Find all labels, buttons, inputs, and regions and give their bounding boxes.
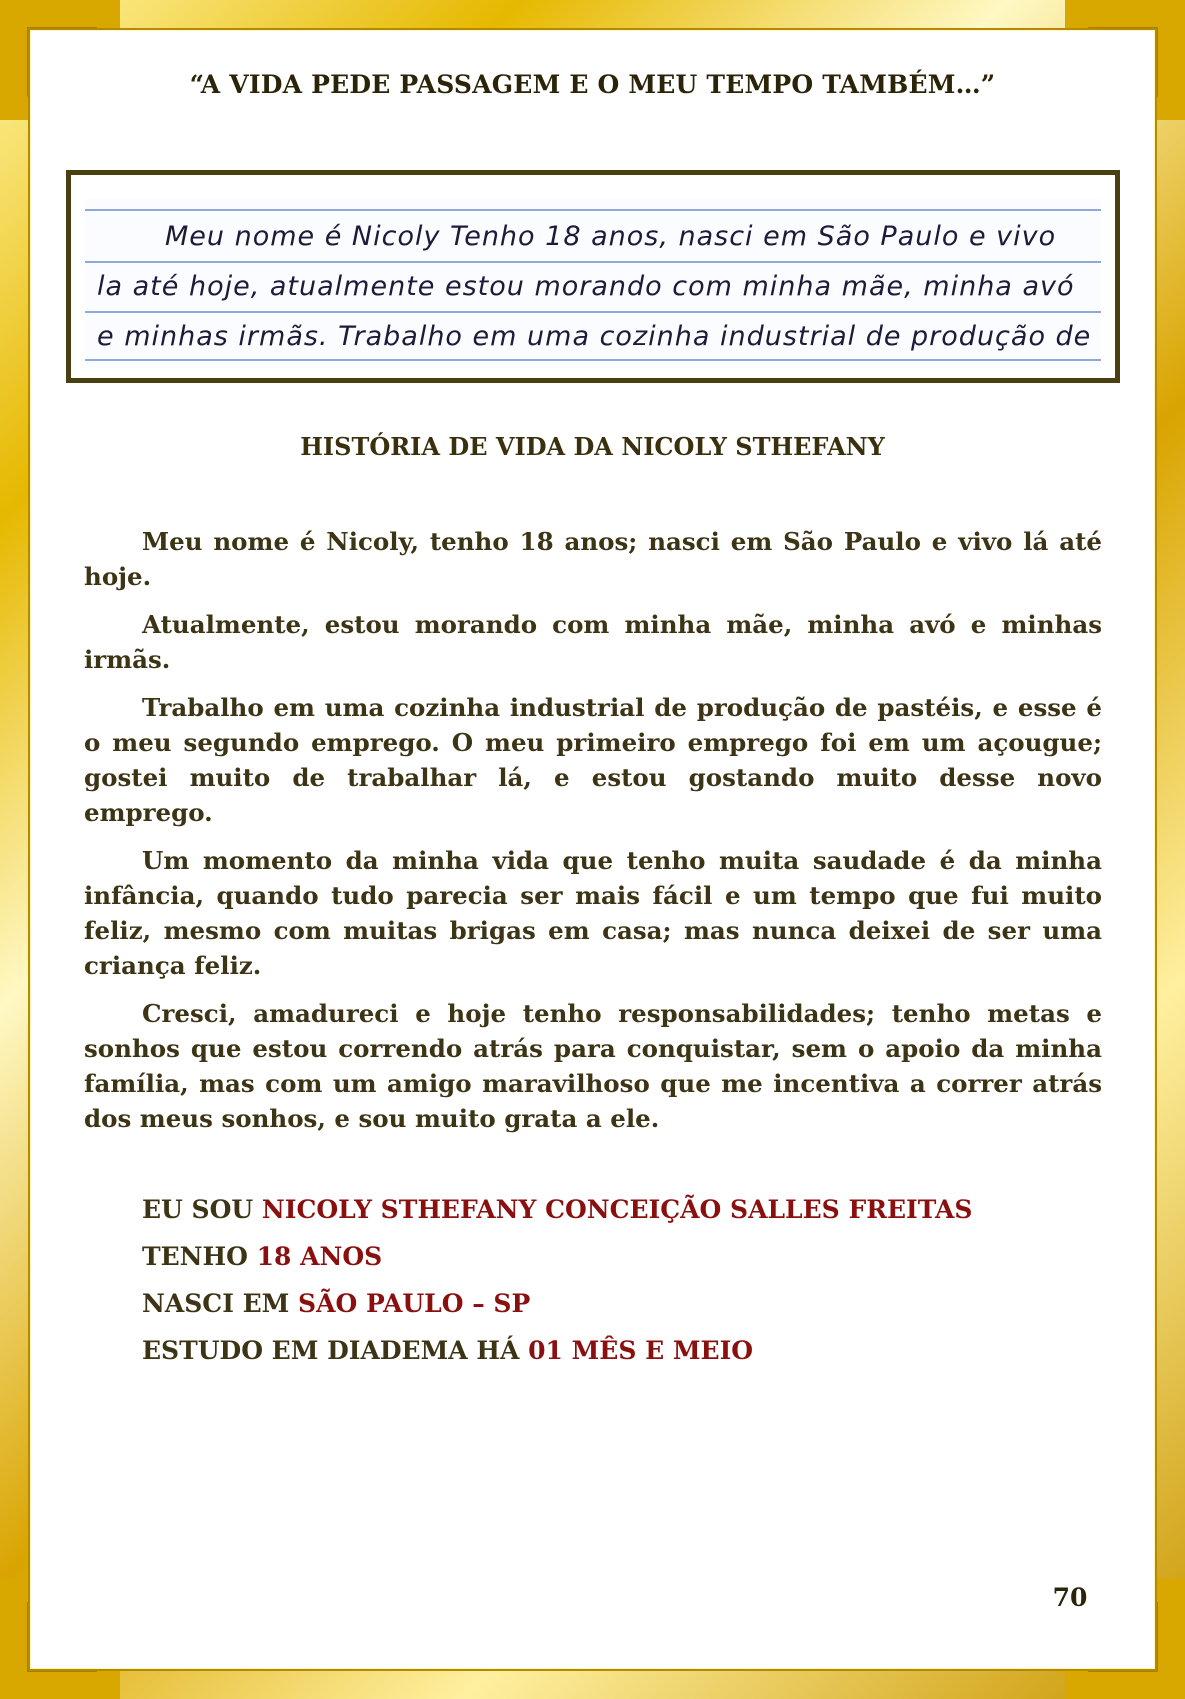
- story-paragraph: Atualmente, estou morando com minha mãe, minha avó e minhas irmãs.: [84, 610, 1102, 674]
- paper-rule: [85, 311, 1101, 313]
- lined-paper: [85, 199, 1101, 368]
- identity-value: NICOLY STHEFANY CONCEIÇÃO SALLES FREITAS: [261, 1195, 973, 1224]
- page-number: 70: [1052, 1583, 1088, 1612]
- identity-age: [142, 1240, 1102, 1287]
- story-paragraph: Meu nome é Nicoly, tenho 18 anos; nasci em São Paulo e vivo lá até hoje.: [84, 527, 1102, 591]
- identity-name: [142, 1193, 1102, 1240]
- paper-rule: [85, 209, 1101, 211]
- identity-value: 18 ANOS: [256, 1242, 383, 1271]
- story-paragraph: Cresci, amadureci e hoje tenho responsabilidades; tenho metas e sonhos que estou correndo atrás para conquistar, sem o apoio da minha família, mas com um amigo maravilhoso que me incentiva a correr atrás dos meus sonhos, e sou muito grata a ele.: [84, 999, 1102, 1133]
- identity-value: SÃO PAULO – SP: [298, 1289, 531, 1318]
- identity-birthplace: [142, 1287, 1102, 1334]
- handwriting-line: la até hoje, atualmente estou morando com minha mãe, minha avó: [97, 271, 1075, 302]
- identity-label: ESTUDO EM DIADEMA HÁ: [142, 1336, 529, 1365]
- paper-rule: [85, 359, 1101, 361]
- paper-rule: [85, 261, 1101, 263]
- identity-label: TENHO: [142, 1242, 257, 1271]
- identity-label: EU SOU: [142, 1195, 262, 1224]
- identity-study: [142, 1334, 1102, 1381]
- handwriting-sample: [66, 170, 1120, 383]
- handwriting-line: e minhas irmãs. Trabalho em uma cozinha industrial de produção de: [97, 321, 1092, 352]
- running-title: “A VIDA PEDE PASSAGEM E O MEU TEMPO TAMBÉM…”: [189, 70, 996, 99]
- story-text: [84, 524, 1102, 1149]
- handwriting-line: Meu nome é Nicoly Tenho 18 anos, nasci em São Paulo e vivo: [165, 221, 1057, 252]
- identity-block: [142, 1193, 1102, 1381]
- story-paragraph: Um momento da minha vida que tenho muita saudade é da minha infância, quando tudo parecia ser mais fácil e um tempo que fui muito feliz, mesmo com muitas brigas em casa; mas nunca deixei de ser uma criança feliz.: [84, 846, 1102, 980]
- section-title: HISTÓRIA DE VIDA DA NICOLY STHEFANY: [300, 432, 885, 461]
- identity-value: 01 MÊS E MEIO: [528, 1336, 754, 1365]
- story-paragraph: Trabalho em uma cozinha industrial de produção de pastéis, e esse é o meu segundo emprego. O meu primeiro emprego foi em um açougue; gostei muito de trabalhar lá, e estou gostando muito desse novo emprego.: [84, 693, 1102, 827]
- identity-label: NASCI EM: [142, 1289, 299, 1318]
